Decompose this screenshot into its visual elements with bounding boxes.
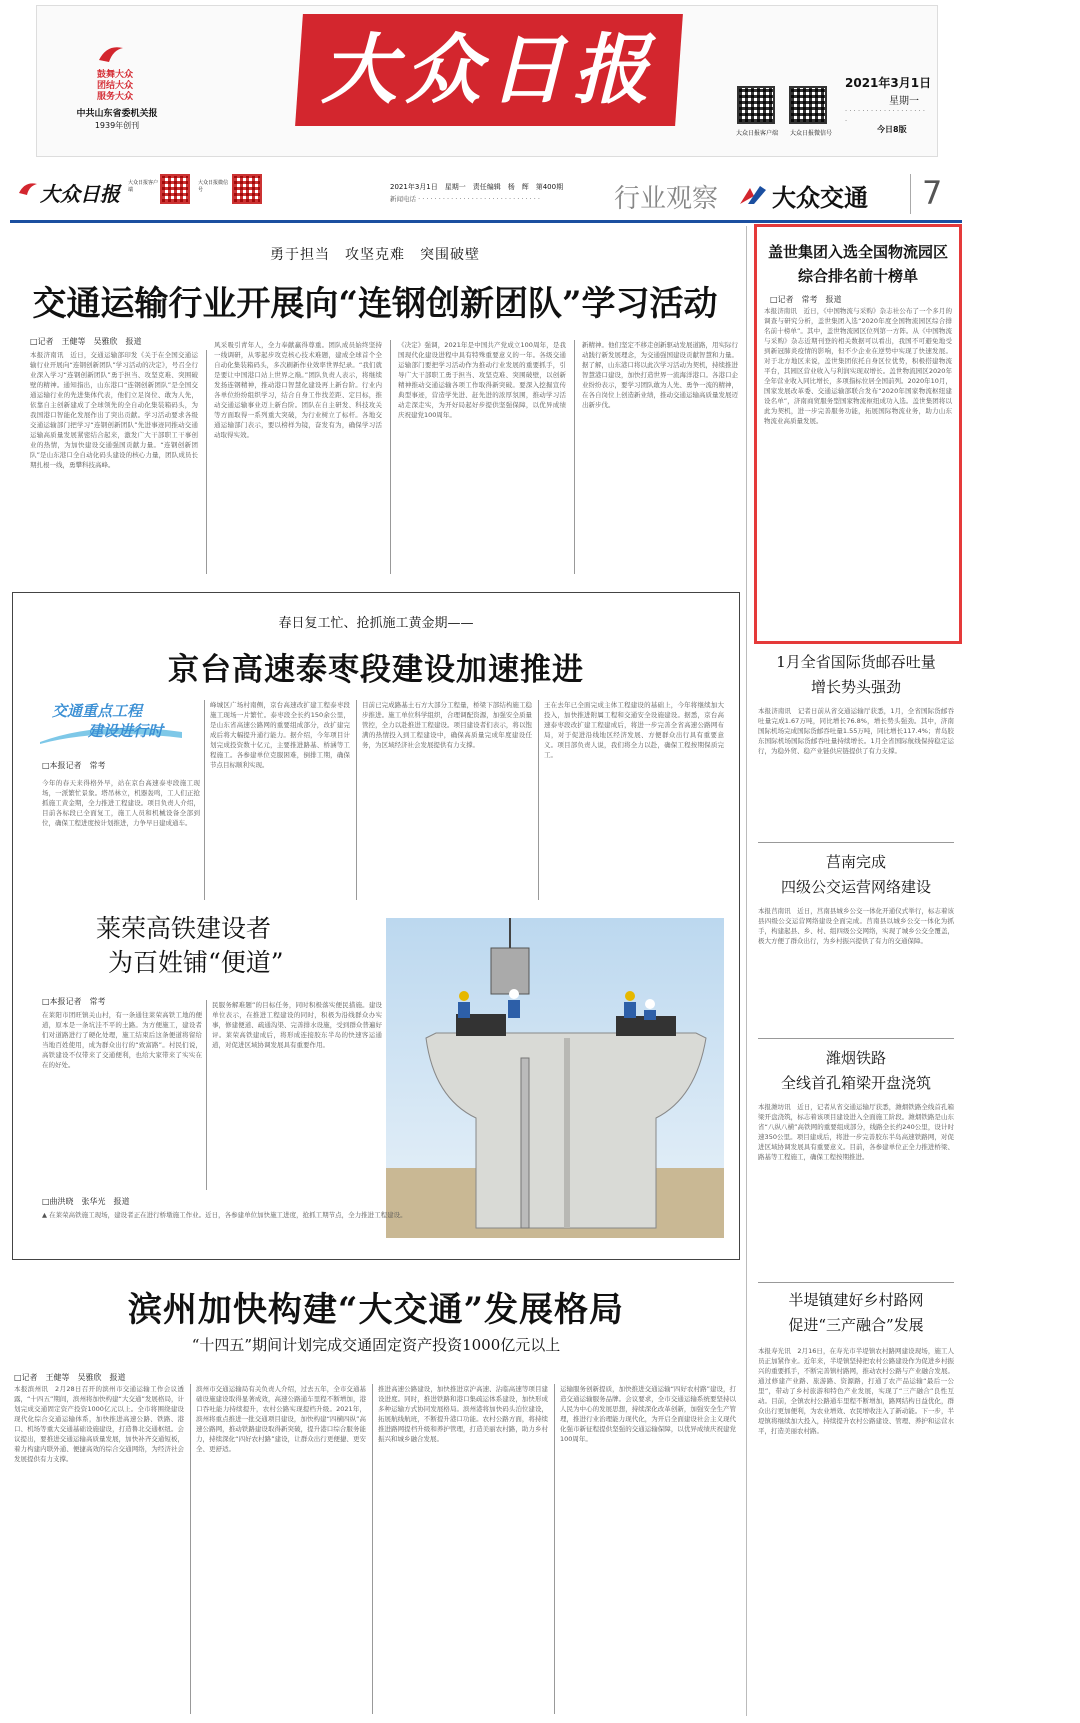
column-label: 大众交通 (772, 184, 868, 212)
side-text: 本报莒南讯 近日，莒南县城乡公交一体化开通仪式举行，标志着该县四级公交运营网络建设全面完成。莒南县以城乡公交一体化为抓手，构建起县、乡、村、组四级公交网络，实现了城乡公交全覆盖，极大方便了群众出行，为乡村振兴提供了有力的交通保障。 (758, 907, 954, 945)
text-column: 本报滨州讯 2月28日召开的滨州市交通运输工作会议透露，“十四五”期间，滨州将加快构建“大交通”发展格局，计划完成交通固定资产投资1000亿元以上。全市将围绕建设现代化综合交通运输体系，加快推进高速公路、铁路、港口、机场等重大交通基础设施建设，打造鲁北交通枢纽。会议提出，要推进交通运输高质量发展，加快补齐交通短板，着力构建内联外通、便捷高效的综合交通网络，为经济社会发展提供有力支撑。 (14, 1385, 184, 1463)
page-number: 7 (922, 174, 943, 212)
qr-caption: 大众日报微信号 (789, 130, 832, 137)
qr-code-icon (232, 174, 262, 204)
article-byline: □记者 王健等 吴雅欣 报道 (30, 337, 142, 346)
text-column: 滨州市交通运输局有关负责人介绍，过去五年，全市交通基础设施建设取得显著成效，高速公路通车里程不断增加，港口吞吐能力持续提升，农村公路实现提档升级。2021年，滨州将重点推进一批交通项目建设，加快构建“四横四纵”高速公路网，推动铁路建设取得新突破，提升港口综合服务能力，持续深化“四好农村路”建设，让群众出行更便捷、更安全、更舒适。 (196, 1385, 366, 1453)
text-column: 本报济南讯 近日，交通运输部印发《关于在全国交通运输行业开展向“连钢创新团队”学习活动的决定》，号召全行业深入学习“连钢创新团队”勇于担当、攻坚克难、突围破壁的精神。通知指出，山东港口“连钢创新团队”是全国交通运输行业的先进集体代表，他们立足岗位、敢为人先，依靠自主创新建成了全球领先的全自动化集装箱码头，为我国港口智能化发展作出了突出贡献。学习活动要求各级交通运输部门把学习“连钢创新团队”先进事迹同推动交通运输高质量发展紧密结合起来，激发广大干部职工干事创业的热情，为加快建设交通强国贡献力量。“连钢创新团队”是山东港口全自动化码头建设的核心力量，团队成员长期扎根一线，勇攀科技高峰。 (30, 351, 198, 469)
photo-credit: □曲洪晓 张华光 报道 (42, 1197, 130, 1206)
article-byline: □本报记者 常考 (42, 997, 106, 1006)
article-kicker: 勇于担当 攻坚克难 突围破壁 (270, 247, 480, 263)
headline-line: 全线首孔箱梁开盘浇筑 (780, 1074, 931, 1092)
badge-line: 建设进行时 (88, 722, 164, 740)
article-headline: 交通运输行业开展向“连钢创新团队”学习活动 (32, 284, 718, 324)
side-headline (758, 240, 958, 288)
text-column: 在莱阳市团旺镇关山村，有一条通往莱荣高铁工地的便道，原本是一条坑洼不平的土路。为方便施工，建设者们对道路进行了硬化处理，施工结束后这条便道将留给当地百姓使用，成为群众出行的“致富路”。村民们说，高铁建设不仅带来了交通便利，也给大家带来了实实在在的好处。 (42, 1011, 202, 1069)
article-byline: □记者 王健等 吴雅欣 报道 (14, 1373, 126, 1382)
masthead-title-block (295, 14, 683, 126)
article-headline (96, 912, 326, 980)
text-column: 民服务解难题”的目标任务，同时积极落实便民措施。建设单位表示，在推进工程建设的同时，积极为沿线群众办实事，修建便道、疏通沟渠、完善排水设施，受到群众普遍好评。莱荣高铁建成后，将形成连接胶东半岛的快速客运通道，对促进区域协调发展具有重要作用。 (212, 1001, 382, 1049)
newspaper-title: 大众日报 (321, 25, 657, 114)
side-headline (752, 1046, 960, 1096)
side-text: 本报济南讯 近日，《中国物流与采购》杂志社公布了一个多月的调查与研究分析，盖世集团入选“2020年度全国物流园区综合排名前十榜单”。其中，盖世物流园区位列第一方阵。从《中国物流与采购》杂志近期刊登的相关数据可以看出，我国不可避免地受到新冠肺炎疫情的影响，但不少企业在逆势中实现了快速发展。对于北方地区来说，盖世集团依托自身区位优势，积极搭建物流平台，其园区营业收入与利润实现双增长。盖世物流园区2020年全年营业收入同比增长，多项指标位居全国前列。2020年10月，国家发展改革委、交通运输部联合发布“2020年国家物流枢纽建设名单”，济南商贸服务型国家物流枢纽成功入选。盖世集团将以此为契机，进一步完善服务功能，拓展国际物流业务，助力山东物流业高质量发展。 (764, 307, 952, 425)
qr-code-icon (789, 86, 827, 124)
text-column: 峰城区广场村南侧，京台高速改扩建工程泰枣段施工现场一片繁忙。泰枣段全长约150余公里，是山东省高速公路网的重要组成部分，改扩建完成后将大幅提升通行能力。据介绍，今年项目计划完成投资数十亿元，主要推进路基、桥涵等工程施工。各参建单位克服困难，倒排工期，确保节点目标顺利实现。 (210, 701, 350, 769)
page-contact: 新闻电话 · · · · · · · · · · · · · · · · · · · · · · · · · · · · · · (390, 195, 540, 203)
badge-line: 交通重点工程 (52, 702, 143, 720)
side-text: 本报潍坊讯 近日，记者从省交通运输厅获悉，潍烟铁路全线首孔箱梁开盘浇筑，标志着该项目建设进入全面施工阶段。潍烟铁路是山东省“八纵八横”高铁网的重要组成部分，线路全长约240公里，设计时速350公里。项目建成后，将进一步完善胶东半岛高速铁路网，对促进区域协调发展具有重要意义。目前，各参建单位正全力推进桥梁、路基等工程施工，确保工程按期推进。 (758, 1103, 954, 1161)
page-header (10, 168, 962, 223)
page-count: 今日8版 (877, 125, 907, 134)
text-column: 今年的春天来得格外早，站在京台高速泰枣段施工现场，一派繁忙景象。塔吊林立，机器轰鸣，工人们正抢抓施工黄金期，全力推进工程建设。项目负责人介绍，目前各标段已全面复工，施工人员和机械设备全部到位，确保工程进度按计划推进，力争早日建成通车。 (42, 779, 200, 827)
side-headline (752, 1288, 960, 1338)
page-logo: 大众日报 (40, 182, 120, 206)
headline-line: 半堤镇建好乡村路网 (788, 1291, 924, 1309)
headline-line: 1月全省国际货邮吞吐量 (776, 653, 936, 671)
slogan-line: 团结大众 (96, 81, 133, 91)
headline-line: 莱荣高铁建设者 (96, 914, 272, 943)
text-column: 王在去年已全面完成主体工程建设的基础上，今年将继续加大投入，加快推进附属工程和交通安全设施建设。据悉，京台高速泰枣段改扩建工程建成后，将进一步完善全省高速公路网布局，对于促进沿线地区经济发展、方便群众出行具有重要意义。项目部负责人说，我们将全力以赴，确保工程按期保质完工。 (544, 701, 724, 759)
article-headline: 京台高速泰枣段建设加速推进 (168, 652, 584, 688)
headline-line: 为百姓铺“便道” (108, 948, 284, 977)
qr-code-icon (737, 86, 775, 124)
text-column: 新精神。他们坚定不移走创新驱动发展道路，用实际行动践行新发展理念，为交通强国建设贡献智慧和力量。据了解，山东港口将以此次学习活动为契机，持续推进智慧港口建设，加快打造世界一流海洋港口。各港口企业纷纷表示，要学习团队敢为人先、勇争一流的精神，在各自岗位上创造新业绩，推动交通运输高质量发展迈出新步伐。 (582, 341, 738, 409)
text-column: 目前已完成路基土石方大部分工程量，桥梁下部结构施工稳步推进。施工单位科学组织，合理调配资源，加强安全质量管控，全力以赴推进工程建设。项目建设者们表示，将以饱满的热情投入到工程建设中，确保高质量完成年度建设任务，为区域经济社会发展提供有力支撑。 (362, 701, 532, 749)
photo-caption: ▲ 在莱荣高铁施工现场，建设者正在进行桥墩施工作业。近日，各参建单位加快施工进度，抢抓工期节点，全力推进工程建设。 (42, 1211, 407, 1219)
transport-logo-icon (738, 184, 768, 206)
qr-code-icon (160, 174, 190, 204)
section-label: 行业观察 (614, 184, 719, 214)
side-text: 本报济南讯 记者日前从省交通运输厅获悉，1月，全省国际货邮吞吐量完成1.67万吨，同比增长76.8%，增长势头强劲。其中，济南国际机场完成国际货邮吞吐量1.55万吨，同比增长117.4%；青岛胶东国际机场国际货邮吞吐量持续增长。1月全省国际航线保持稳定运行，为稳外贸、稳产业链供应链提供了有力支撑。 (758, 707, 954, 755)
masthead-founded: 1939年创刊 (94, 121, 140, 130)
construction-photo (386, 918, 724, 1238)
page-info: 2021年3月1日 星期一 责任编辑 杨 辉 第400期 (390, 183, 564, 191)
headline-line: 综合排名前十榜单 (797, 267, 918, 285)
masthead-logo-icon (97, 42, 125, 64)
text-column: 风采吸引青年人，全力奉献赢得尊重。团队成员始终坚持一线调研，从零起步攻克核心技术难题，建成全球首个全自动化集装箱码头，多次刷新作业效率世界纪录。“我们就是要让中国港口站上世界之巅。”团队负责人表示，将继续发扬连钢精神，推动港口智慧化建设再上新台阶。行业内各单位纷纷组织学习，结合自身工作找差距、定目标，推动交通运输事业迈上新台阶。团队在自主研发、科技攻关等方面取得一系列重大突破，为行业树立了标杆。各地交通运输部门表示，要以榜样为镜，奋发有为，确保学习活动取得实效。 (214, 341, 382, 439)
text-column: 运输服务创新提质，加快推进交通运输“四好农村路”建设，打造交通运输服务品牌。会议要求，全市交通运输系统要坚持以人民为中心的发展思想，持续深化改革创新，加强安全生产管理，推进行业治理能力现代化，为开启全面建设社会主义现代化强市新征程提供坚强的交通运输保障，以优异成绩庆祝建党100周年。 (560, 1385, 736, 1443)
masthead (36, 5, 938, 157)
headline-line: 潍烟铁路 (825, 1049, 886, 1067)
article-kicker: 春日复工忙、抢抓施工黄金期—— (278, 616, 474, 631)
article-headline: 滨州加快构建“大交通”发展格局 (127, 1290, 625, 1330)
slogan-line: 服务大众 (96, 92, 133, 102)
header-divider (910, 174, 911, 214)
text-column: 推进高速公路建设，加快推进京沪高速、沾临高速等项目建设进度。同时，推进铁路和港口集疏运体系建设，加快形成多种运输方式协同发展格局。滨州港将加快码头泊位建设，拓展航线航班，不断提升港口功能。农村公路方面，将持续推进路网提档升级和养护管理，打造美丽农村路，助力乡村振兴和城乡融合发展。 (378, 1385, 548, 1443)
text-column: 《决定》强调，2021年是中国共产党成立100周年，是我国现代化建设进程中具有特殊重要意义的一年。各级交通运输部门要把学习活动作为推动行业发展的重要抓手，引导广大干部职工勇于担当、攻坚克难、突围破壁，以创新精神推动交通运输各项工作取得新突破。要深入挖掘宣传典型事迹，营造学先进、赶先进的浓厚氛围，推动学习活动走深走实，为开好局起好步提供坚强保障，以优异成绩庆祝建党100周年。 (398, 341, 566, 419)
qr-caption: 大众日报微信号 (198, 180, 229, 193)
column-badge (40, 698, 182, 744)
qr-caption: 大众日报客户端 (128, 180, 159, 193)
side-text: 本报寿光讯 2月16日，在寿光市半堤镇农村路网建设现场，施工人员正加紧作业。近年来，半堤镇坚持把农村公路建设作为促进乡村振兴的重要抓手，不断完善镇村路网，推动农村公路与产业融合发展。通过修建产业路、旅游路、资源路，打通了农产品运输“最后一公里”，带动了乡村旅游和特色产业发展，实现了“三产融合”良性互动。目前，全镇农村公路通车里程不断增加，路网结构日益优化，群众出行更加便利，为农业增效、农民增收注入了新动能。下一步，半堤镇将继续加大投入，持续提升农村公路建设、管理、养护和运营水平，打造美丽农村路。 (758, 1347, 954, 1435)
issue-weekday: 星期一 (889, 96, 919, 107)
side-headline (752, 850, 960, 900)
headline-line: 盖世集团入选全国物流园区 (767, 243, 948, 261)
issue-date: 2021年3月1日 (845, 76, 932, 90)
masthead-slogan (85, 70, 145, 103)
side-byline: □记者 常考 报道 (770, 295, 842, 304)
qr-caption: 大众日报客户端 (735, 130, 778, 137)
headline-line: 四级公交运营网络建设 (780, 878, 931, 896)
masthead-organ: 中共山东省委机关报 (76, 109, 158, 119)
issue-details: · · · · · · · · · · · · · · · · · · · · (845, 107, 925, 125)
article-byline: □本报记者 常考 (42, 761, 106, 770)
headline-line: 增长势头强劲 (810, 678, 901, 696)
side-headline (752, 650, 960, 700)
page-logo-icon (18, 180, 38, 196)
slogan-line: 鼓舞大众 (96, 70, 133, 80)
article-body (10, 330, 740, 578)
headline-line: 促进“三产融合”发展 (788, 1316, 924, 1334)
headline-line: 莒南完成 (825, 853, 886, 871)
article-subhead: “十四五”期间计划完成交通固定资产投资1000亿元以上 (191, 1336, 561, 1354)
